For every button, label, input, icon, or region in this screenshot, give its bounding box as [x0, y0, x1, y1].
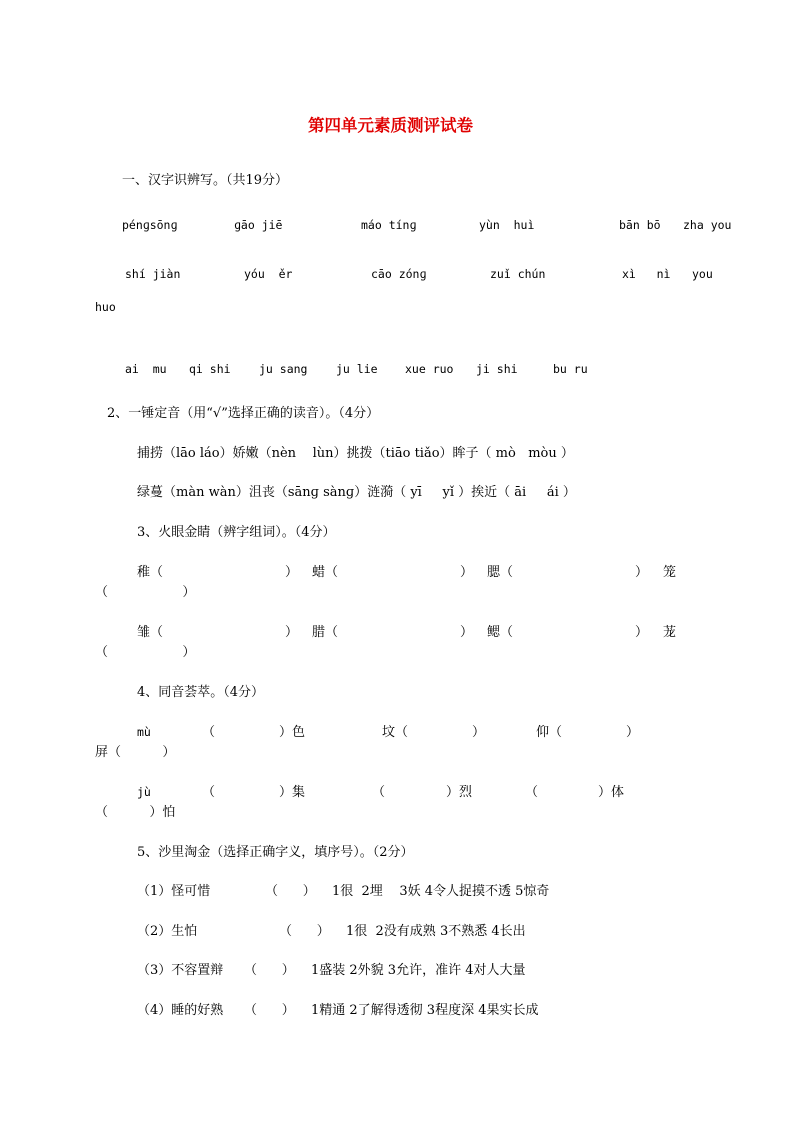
blank-wrap: （ ）	[95, 585, 196, 600]
options-text: 1盛装 2外貌 3允许，准许 4对人大量	[311, 963, 526, 978]
pinyin-item: xue ruo	[405, 362, 454, 376]
word-char: 腊（	[312, 625, 339, 640]
answer-blank: （ ）	[244, 963, 295, 978]
pinyin-item: bu ru	[553, 362, 588, 376]
options-text: 1很 2埋 3妖 4令人捉摸不透 5惊奇	[332, 884, 550, 899]
question-label: （1）怪可惜	[137, 884, 211, 899]
pinyin-item-wrap: huo	[95, 300, 116, 314]
bracket-close: ）	[460, 565, 474, 580]
word-char: 雏（	[137, 625, 164, 640]
section-1-heading: 一、汉字识辨写。（共19分）	[122, 173, 289, 188]
section-4-heading: 4、同音荟萃。（4分）	[137, 685, 265, 700]
pinyin-item: xì nì	[622, 267, 671, 281]
section-3-heading: 3、火眼金睛（辨字组词）。（4分）	[137, 525, 336, 540]
blank-wrap: （ ）	[95, 645, 196, 660]
pinyin-item: jù	[137, 785, 151, 799]
question-label: （4）睡的好熟	[137, 1003, 224, 1018]
pinyin-item: cāo zónɡ	[371, 267, 427, 281]
bracket-close: ）	[285, 565, 299, 580]
pinyin-item: you	[692, 267, 713, 281]
section-2-heading: 2、一锤定音（用“√”选择正确的读音）。（4分）	[107, 406, 380, 421]
pinyin-item: ai mu	[125, 362, 167, 376]
bracket-close: ）	[460, 625, 474, 640]
pinyin-item: qi shi	[189, 362, 231, 376]
pinyin-item: ju sang	[259, 362, 308, 376]
blank-close: ）	[472, 725, 486, 740]
options-text: 1精通 2了解得透彻 3程度深 4果实长成	[311, 1003, 539, 1018]
section-5-heading: 5、沙里淘金（选择正确字义，填序号）。（2分）	[137, 845, 414, 860]
word-char: 鳃（	[487, 625, 514, 640]
pinyin-item: máo tínɡ	[361, 218, 417, 232]
pinyin-item: zha you	[683, 218, 732, 232]
word-char: 笼	[663, 565, 677, 580]
blank-close: ）体	[598, 785, 625, 800]
options-text: 1很 2没有成熟 3不熟悉 4长出	[346, 924, 526, 939]
word-char: 茏	[663, 625, 677, 640]
pinyin-item: pénɡsōnɡ	[122, 218, 178, 232]
section-2-line-2: 绿蔓（màn wàn）沮丧（sānɡ sànɡ）涟漪（ yī yǐ ）挨近（ āi ái ）	[137, 485, 576, 500]
pinyin-item: shí jiàn	[125, 267, 181, 281]
blank-close: ）	[626, 725, 640, 740]
question-label: （2）生怕	[137, 924, 198, 939]
pinyin-item: ɡāo jiē	[234, 218, 283, 232]
pinyin-item: bān bō	[619, 218, 661, 232]
pinyin-item: ju lie	[336, 362, 378, 376]
pinyin-item: yóu ěr	[244, 267, 293, 281]
pinyin-item: zuǐ chún	[490, 267, 546, 281]
blank-open: 仰（	[536, 725, 563, 740]
blank-wrap: （ ）怕	[95, 805, 176, 820]
word-char: 腮（	[487, 565, 514, 580]
bracket-close: ）	[285, 625, 299, 640]
blank-open: （	[372, 785, 386, 800]
blank-open: （	[202, 785, 216, 800]
question-label: （3）不容置辩	[137, 963, 224, 978]
pinyin-item: mù	[137, 725, 151, 739]
pinyin-item: yùn huì	[479, 218, 535, 232]
blank-close: ）集	[279, 785, 306, 800]
blank-close: ）色	[279, 725, 306, 740]
word-char: 稚（	[137, 565, 164, 580]
page-title: 第四单元素质测评试卷	[308, 116, 473, 135]
answer-blank: （ ）	[265, 884, 316, 899]
bracket-close: ）	[635, 625, 649, 640]
blank-close: ）烈	[446, 785, 473, 800]
section-2-line-1: 捕捞（lāo láo）娇嫩（nèn lùn）挑拨（tiāo tiǎo）眸子（ mò mòu ）	[137, 446, 574, 461]
answer-blank: （ ）	[279, 924, 330, 939]
pinyin-item: ji shi	[476, 362, 518, 376]
blank-open: 坟（	[382, 725, 409, 740]
blank-open: （	[525, 785, 539, 800]
bracket-close: ）	[635, 565, 649, 580]
blank-open: （	[202, 725, 216, 740]
word-char: 蜡（	[312, 565, 339, 580]
answer-blank: （ ）	[244, 1003, 295, 1018]
blank-wrap: 屏（ ）	[95, 745, 176, 760]
